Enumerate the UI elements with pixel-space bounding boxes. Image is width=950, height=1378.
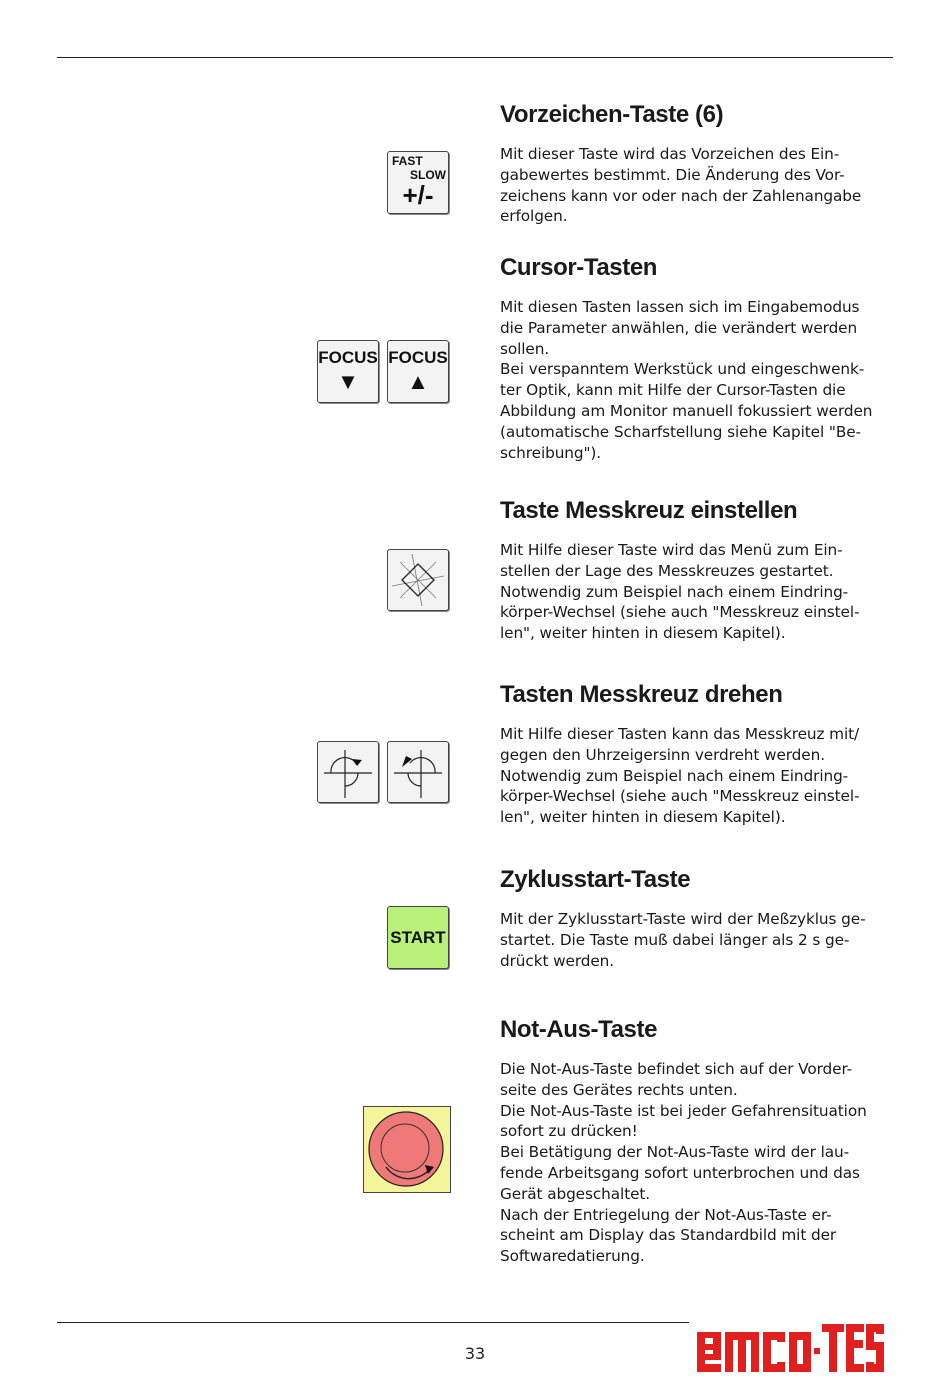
logo-icon bbox=[695, 1320, 891, 1374]
emco-test-logo bbox=[695, 1320, 891, 1374]
section-crosshair-rotate bbox=[500, 680, 894, 828]
page-number: 33 bbox=[464, 1344, 486, 1363]
rotate-counterclockwise-icon bbox=[388, 742, 448, 802]
start-key bbox=[387, 906, 449, 969]
section-body: Mit Hilfe dieser Taste wird das Menü zum Ein- stellen der Lage des Messkreuzes gestartet. Notwendig zum Beispiel nach einem Eindring- körper-Wechsel (siehe auch "Messkreuz einstel- len", weiter hinten in diesem Kapitel). bbox=[500, 541, 860, 643]
section-title: Zyklusstart-Taste bbox=[500, 866, 691, 893]
focus-label: FOCUS bbox=[388, 348, 448, 367]
section-title: Not-Aus-Taste bbox=[500, 1016, 658, 1043]
rotate-clockwise-key bbox=[317, 741, 379, 803]
header-rule bbox=[57, 57, 893, 58]
section-body: Die Not-Aus-Taste befindet sich auf der Vorder- seite des Gerätes rechts unten. Die Not-Aus-Taste ist bei jeder Gefahrensituation sofort zu drücken! Bei Betätigung der Not-Aus-Taste wird der lau- fende Arbeitsgang sofort unterbrochen und das Gerät abgeschaltet. Nach der Entriegelung der Not-Aus-Taste er- scheint am Display das Standardbild mit der Softwaredatierung. bbox=[500, 1060, 867, 1266]
crosshair-diamond-icon bbox=[388, 550, 448, 610]
section-title: Tasten Messkreuz drehen bbox=[500, 681, 783, 708]
section-sign-key bbox=[500, 100, 894, 227]
crosshair-set-key bbox=[387, 549, 449, 611]
section-body: Mit der Zyklusstart-Taste wird der Meßzyklus ge- startet. Die Taste muß dabei länger als 2 s ge- drückt werden. bbox=[500, 910, 866, 970]
focus-up-key bbox=[387, 340, 449, 403]
plus-minus-icon: +/- bbox=[402, 180, 434, 210]
key-slow-label: SLOW bbox=[410, 168, 446, 182]
fast-slow-sign-key bbox=[387, 151, 449, 214]
section-title: Cursor-Tasten bbox=[500, 254, 658, 281]
emergency-stop-base bbox=[363, 1106, 451, 1193]
arrow-down-icon: ▼ bbox=[337, 369, 359, 394]
rotate-counterclockwise-key bbox=[387, 741, 449, 803]
key-fast-label: FAST bbox=[392, 154, 423, 168]
section-title: Vorzeichen-Taste (6) bbox=[500, 101, 724, 128]
section-cycle-start bbox=[500, 865, 894, 971]
section-body: Mit dieser Taste wird das Vorzeichen des Ein- gabewertes bestimmt. Die Änderung des Vor- zeichens kann vor oder nach der Zahlenangabe erfolgen. bbox=[500, 145, 862, 226]
arrow-up-icon: ▲ bbox=[407, 369, 429, 394]
section-cursor-keys bbox=[500, 253, 894, 463]
section-crosshair-set bbox=[500, 496, 894, 644]
section-emergency-stop bbox=[500, 1015, 894, 1267]
focus-label: FOCUS bbox=[318, 348, 378, 367]
section-title: Taste Messkreuz einstellen bbox=[500, 497, 798, 524]
section-body: Mit Hilfe dieser Tasten kann das Messkreuz mit/ gegen den Uhrzeigersinn verdreht werden. Notwendig zum Beispiel nach einem Eindring- körper-Wechsel (siehe auch "Messkreuz einstel- len", weiter hinten in diesem Kapitel). bbox=[500, 725, 860, 827]
start-label: START bbox=[390, 928, 446, 947]
focus-down-key bbox=[317, 340, 379, 403]
footer-rule bbox=[57, 1322, 689, 1323]
rotate-clockwise-icon bbox=[318, 742, 378, 802]
section-body: Mit diesen Tasten lassen sich im Eingabemodus die Parameter anwählen, die verändert werden sollen. Bei verspanntem Werkstück und eingeschwenk- ter Optik, kann mit Hilfe der Cursor-Tasten die Abbildung am Monitor manuell fokussiert werden (automatische Scharfstellung siehe Kapitel "Be- schreibung"). bbox=[500, 298, 873, 462]
emergency-stop-icon bbox=[364, 1107, 450, 1192]
